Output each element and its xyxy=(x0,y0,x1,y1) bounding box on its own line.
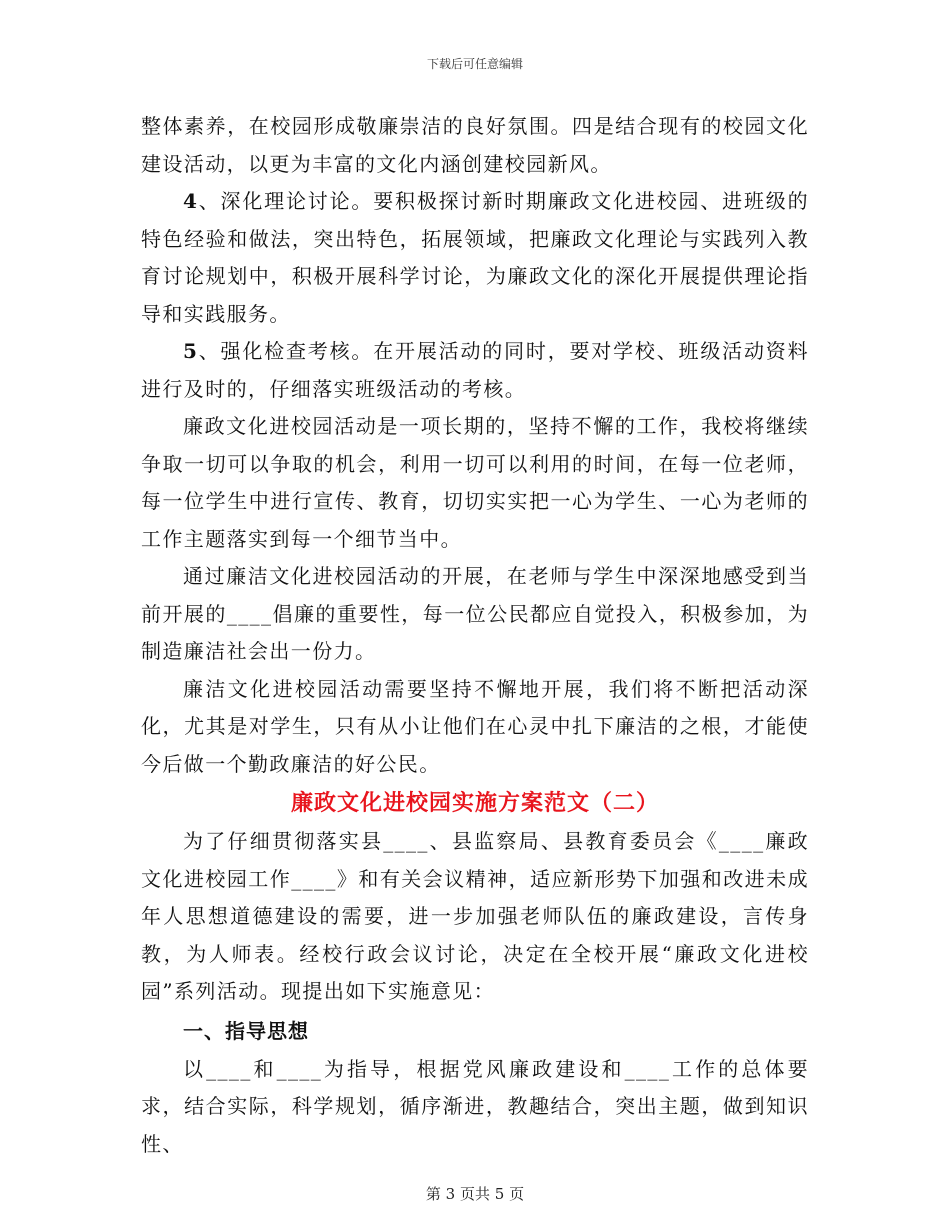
item-number: 4 xyxy=(183,189,199,213)
paragraph: 通过廉洁文化进校园活动的开展，在老师与学生中深深地感受到当前开展的____倡廉的重要性，每一位公民都应自觉投入，积极参加，为制造廉洁社会出一份力。 xyxy=(141,564,809,663)
page-footer: 第 3 页共 5 页 xyxy=(425,1185,525,1203)
paragraph-text: 、强化检查考核。在开展活动的同时，要对学校、班级活动资料进行及时的，仔细落实班级活动的考核。 xyxy=(141,339,809,401)
item-number: 5 xyxy=(183,339,199,363)
paragraph-text: 、深化理论讨论。要积极探讨新时期廉政文化进校园、进班级的特色经验和做法，突出特色，拓展领域，把廉政文化理论与实践列入教育讨论规划中，积极开展科学讨论，为廉政文化的深化开展提供理论指导和实践服务。 xyxy=(141,189,809,326)
paragraph-item-5 xyxy=(141,333,809,408)
document-body xyxy=(141,108,809,1163)
page-header: 下载后可任意编辑 xyxy=(426,57,523,71)
paragraph: 廉政文化进校园活动是一项长期的，坚持不懈的工作，我校将继续争取一切可以争取的机会，利用一切可以利用的时间，在每一位老师，每一位学生中进行宣传、教育，切切实实把一心为学生、一心为老师的工作主题落实到每一个细节当中。 xyxy=(141,414,809,551)
paragraph: 廉洁文化进校园活动需要坚持不懈地开展，我们将不断把活动深化，尤其是对学生，只有从小让他们在心灵中扎下廉洁的之根，才能使今后做一个勤政廉洁的好公民。 xyxy=(141,676,809,776)
section-heading: 一、指导思想 xyxy=(183,1018,309,1043)
paragraph-item-4 xyxy=(141,183,809,333)
paragraph: 以____和____为指导，根据党风廉政建设和____工作的总体要求，结合实际，科学规划，循序渐进，教趣结合，突出主题，做到知识性、 xyxy=(141,1056,809,1156)
paragraph-continuation: 整体素养，在校园形成敬廉崇洁的良好氛围。四是结合现有的校园文化建设活动，以更为丰富的文化内涵创建校园新风。 xyxy=(141,114,809,176)
section-title: 廉政文化进校园实施方案范文（二） xyxy=(290,790,659,816)
paragraph: 为了仔细贯彻落实县____、县监察局、县教育委员会《____廉政文化进校园工作____》和有关会议精神，适应新形势下加强和改进未成年人思想道德建设的需要，进一步加强老师队伍的廉政建设，言传身教，为人师表。经校行政会议讨论，决定在全校开展“廉政文化进校园”系列活动。现提出如下实施意见： xyxy=(141,829,809,1003)
